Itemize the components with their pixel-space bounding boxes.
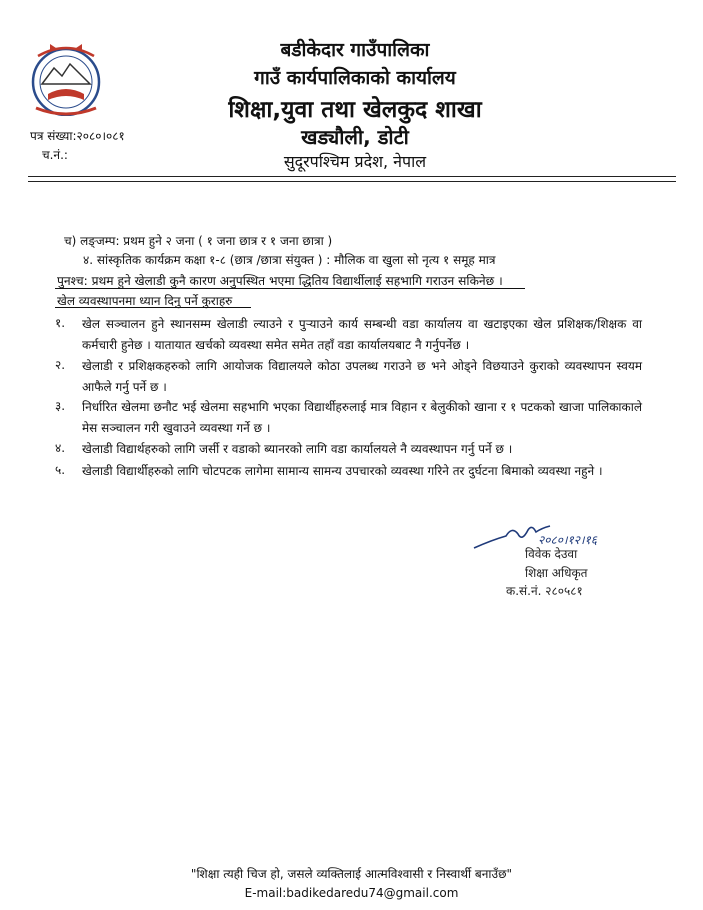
signatory-symbol-number: क.सं.नं. २८०५८१ [506, 584, 583, 598]
list-item-number: १. [55, 316, 66, 330]
postscript-line: पुनश्च: प्रथम हुने खेलाडी कुनै कारण अनुपस्थित भएमा द्धितिय विद्यार्थीलाई सहभागि गराउन सकिनेछ । [57, 274, 503, 288]
section-name: शिक्षा,युवा तथा खेलकुद शाखा [228, 97, 482, 123]
list-item-text: खेलाडी विद्यार्थहरुको लागि जर्सी र वडाको ब्यानरको लागि वडा कार्यालयले नै व्यवस्थापन गर्नु पर्ने छ । [82, 442, 513, 456]
footer-email: E-mail:badikedaredu74@gmail.com [244, 886, 459, 900]
long-jump-line: च) लङ्जम्प: प्रथम हुने २ जना ( १ जना छात्र र १ जना छात्रा ) [64, 234, 333, 248]
list-item-text: खेलाडी र प्रशिक्षकहरुको लागि आयोजक विद्यालयले कोठा उपलब्ध गराउने छ भने ओड्ने विछयाउने कुराको व्यवस्थापन स्वयम आफैले गर्नु पर्ने छ । [82, 359, 642, 394]
municipality-name: बडीकेदार गाउँपालिका [280, 39, 430, 61]
signature-date: २०८०।१२।१६ [538, 533, 598, 547]
list-item-text: खेल सञ्चालन हुने स्थानसम्म खेलाडी ल्याउने र पुऱ्याउने कार्य सम्बन्धी वडा कार्यालय वा खटाइएका खेल प्रशिक्षक/शिक्षक वा कर्मचारी हुनेछ । यातायात खर्चको व्यवस्था समेत समेत तहाँ वडा कार्यालयबाट नै गर्नुपर्नेछ । [82, 317, 642, 352]
signatory-title: शिक्षा अधिकृत [525, 566, 588, 580]
list-item-number: ३. [55, 399, 66, 413]
list-item-number: ५. [55, 463, 66, 477]
list-item-number: २. [55, 358, 66, 372]
list-item-text: निर्धारित खेलमा छनौट भई खेलमा सहभागि भएका विद्यार्थीहरुलाई मात्र विहान र बेलुकीको खाना र १ पटकको खाजा पालिकाकाले मेस सञ्चालन गरी खुवाउने व्यवस्था गर्ने छ । [82, 400, 642, 435]
header-divider [28, 176, 676, 177]
footer-quote: "शिक्षा त्यही चिज हो, जसले व्यक्तिलाई आत्मविश्वासी र निस्वार्थी बनाउँछ" [190, 867, 513, 881]
list-item-number: ४. [55, 441, 66, 455]
province-name: सुदूरपश्चिम प्रदेश, नेपाल [283, 152, 427, 171]
management-heading: खेल व्यवस्थापनमा ध्यान दिनु पर्ने कुराहरु [57, 294, 233, 308]
office-address: खड्यौली, डोटी [301, 125, 409, 149]
office-name: गाउँ कार्यपालिकाको कार्यालय [254, 67, 456, 89]
dispatch-number: च.नं.: [42, 148, 68, 162]
letter-reference-number: पत्र संख्या:२०८०।०८१ [30, 129, 125, 143]
heading-underline [55, 307, 251, 308]
cultural-program-line: ४. सांस्कृतिक कार्यक्रम कक्षा १-८ (छात्र /छात्रा संयुक्त ) : मौलिक वा खुला सो नृत्य १ समूह मात्र [83, 253, 496, 267]
list-item-text: खेलाडी विद्यार्थीहरुको लागि चोटपटक लागेमा सामान्य सामन्य उपचारको व्यवस्था गरिने तर दुर्घटना बिमाको व्यवस्था नहुने । [82, 464, 603, 478]
header-divider-secondary [28, 181, 676, 182]
signatory-name: विवेक देउवा [525, 547, 578, 561]
nepal-government-emblem-icon [20, 38, 112, 116]
postscript-underline [55, 288, 525, 289]
